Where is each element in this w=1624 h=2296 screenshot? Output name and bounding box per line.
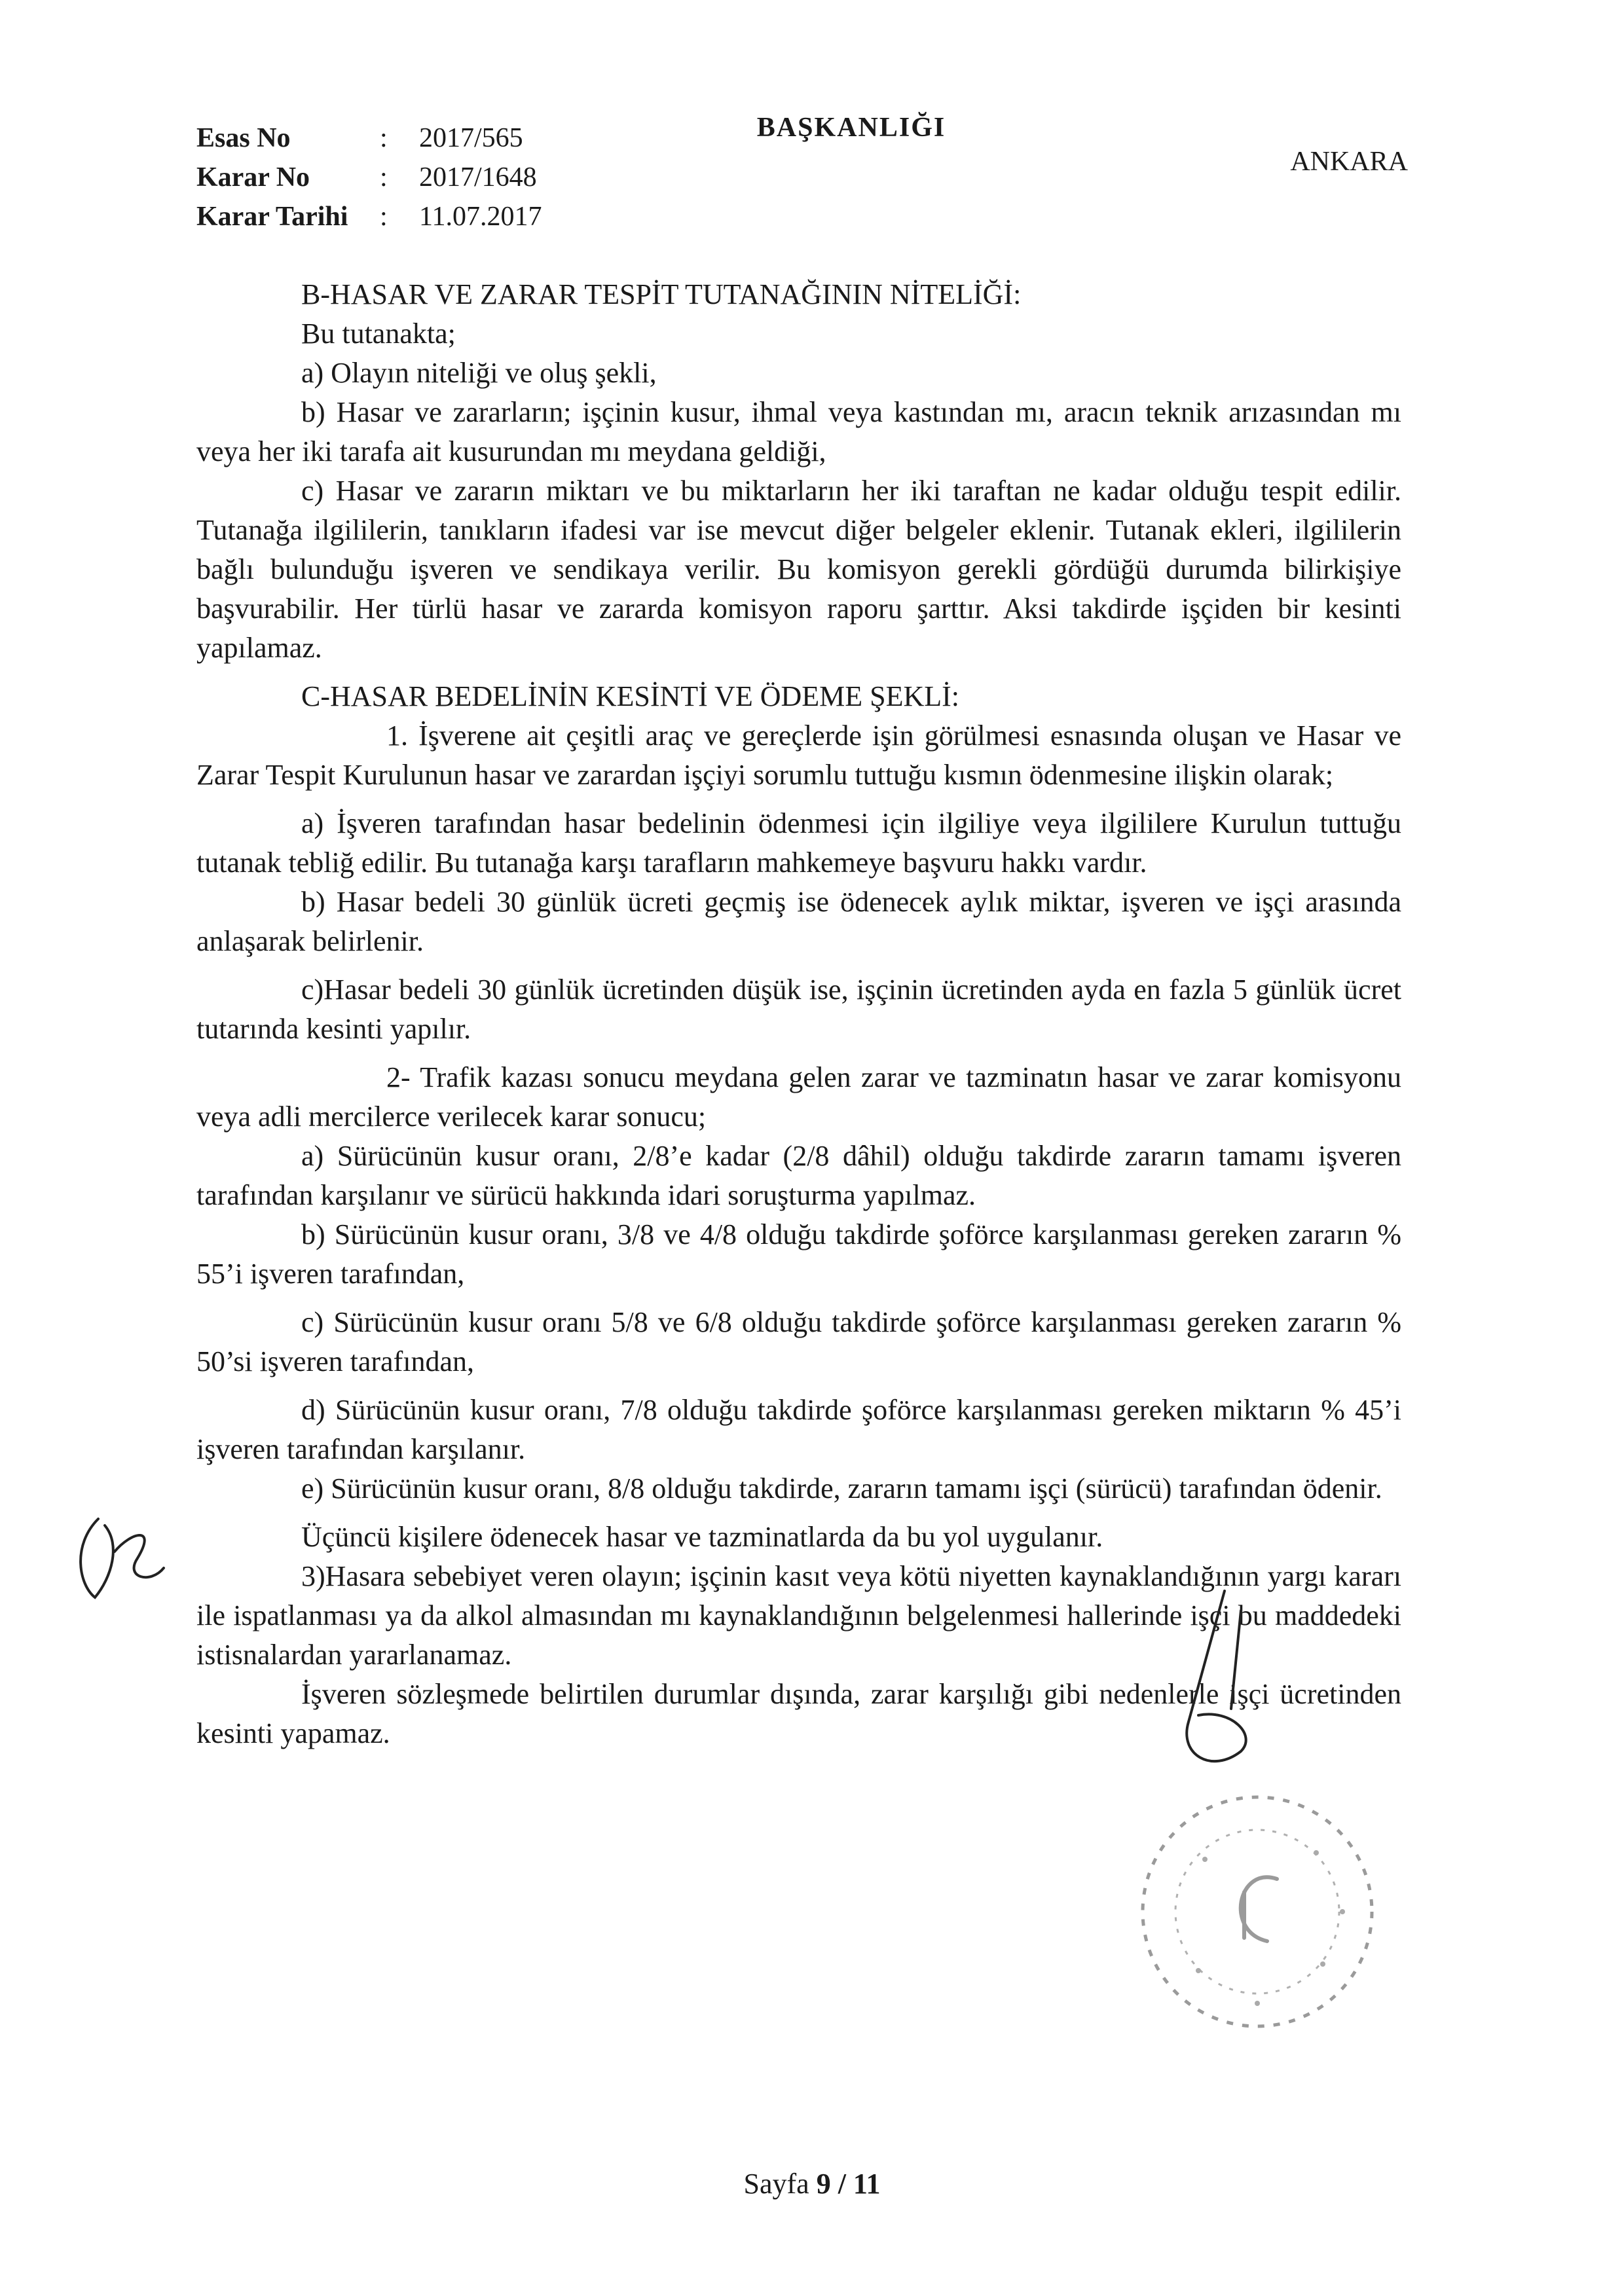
- handwritten-initial-mark: [59, 1506, 170, 1611]
- section-c-paragraph-1-c: c)Hasar bedeli 30 günlük ücretinden düşük ise, işçinin ücretinden ayda en fazla 5 günlük ücret tutarında kesinti yapılır.: [196, 974, 1401, 1045]
- section-c-paragraph-1-a: a) İşveren tarafından hasar bedelinin ödenmesi için ilgiliye veya ilgililere Kurulun tuttuğu tutanak tebliğ edilir. Bu tutanağa karşı tarafların mahkemeye başvuru hakkı vardır.: [196, 807, 1401, 879]
- case-info-colon: :: [380, 202, 388, 232]
- section-c-paragraph-1-b: b) Hasar bedeli 30 günlük ücreti geçmiş ise ödenecek aylık miktar, işveren ve işçi arasında anlaşarak belirlenir.: [196, 886, 1401, 957]
- section-c-paragraph-2-c: c) Sürücünün kusur oranı 5/8 ve 6/8 olduğu takdirde şoförce karşılanması gereken zararın % 50’si işveren tarafından,: [196, 1306, 1401, 1377]
- case-info-row: [196, 161, 655, 200]
- page-label: Sayfa: [743, 2168, 809, 2200]
- city-label: ANKARA: [1290, 147, 1408, 177]
- section-c-third-parties: Üçüncü kişilere ödenecek hasar ve tazminatlarda da bu yol uygulanır.: [301, 1521, 1103, 1553]
- section-c-paragraph-4: İşveren sözleşmede belirtilen durumlar dışında, zarar karşılığı gibi nedenlerle işçi ücretinden kesinti yapamaz.: [196, 1678, 1401, 1749]
- section-c-paragraph-2-b: b) Sürücünün kusur oranı, 3/8 ve 4/8 olduğu takdirde şoförce karşılanması gereken zararın % 55’i işveren tarafından,: [196, 1218, 1401, 1290]
- section-c-paragraph-2-a: a) Sürücünün kusur oranı, 2/8’e kadar (2/8 dâhil) olduğu takdirde zararın tamamı işveren tarafından karşılanır ve sürücü hakkında idari soruşturma yapılmaz.: [196, 1140, 1401, 1211]
- section-b-item-c: c) Hasar ve zararın miktarı ve bu miktarların her iki taraftan ne kadar olduğu tespit edilir. Tutanağa ilgililerin, tanıkların ifadesi var ise mevcut diğer belgeler eklenir. Tutanak ekleri, ilgililerin bağlı bulunduğu işveren ve sendikaya verilir. Bu komisyon gerekli gördüğü durumda bilirkişiye başvurabilir. Her türlü hasar ve zararda komisyon raporu şarttır. Aksi takdirde işçiden bir kesinti yapılamaz.: [196, 475, 1401, 664]
- section-b-heading: B-HASAR VE ZARAR TESPİT TUTANAĞININ NİTELİĞİ:: [301, 278, 1022, 310]
- institution-title: BAŞKANLIĞI: [756, 113, 946, 143]
- case-info-value: 11.07.2017: [419, 202, 542, 232]
- case-info-colon: :: [380, 123, 388, 153]
- section-b-intro: Bu tutanakta;: [301, 318, 456, 350]
- section-c-paragraph-2-d: d) Sürücünün kusur oranı, 7/8 olduğu takdirde şoförce karşılanması gereken miktarın % 45’i işveren tarafından karşılanır.: [196, 1394, 1401, 1465]
- case-info-row: [196, 122, 655, 161]
- case-info-value: 2017/1648: [419, 162, 537, 192]
- case-info-label: Karar No: [196, 162, 310, 192]
- page-total: 11: [853, 2168, 881, 2200]
- case-info: [196, 122, 655, 240]
- case-info-row: [196, 200, 655, 240]
- section-b-item-a: a) Olayın niteliği ve oluş şekli,: [301, 357, 657, 389]
- section-c-paragraph-2-e: e) Sürücünün kusur oranı, 8/8 olduğu takdirde, zararın tamamı işçi (sürücü) tarafından ödenir.: [301, 1472, 1382, 1504]
- section-c-heading: C-HASAR BEDELİNİN KESİNTİ VE ÖDEME ŞEKLİ:: [301, 680, 959, 712]
- document-body: [196, 275, 1401, 1753]
- case-info-label: Esas No: [196, 123, 291, 153]
- section-b-item-b: b) Hasar ve zararların; işçinin kusur, ihmal veya kastından mı, aracın teknik arızasından mı veya her iki tarafa ait kusurundan mı meydana geldiği,: [196, 396, 1401, 467]
- page-separator: /: [838, 2168, 846, 2200]
- section-c-paragraph-1: 1. İşverene ait çeşitli araç ve gereçlerde işin görülmesi esnasında oluşan ve Hasar ve Zarar Tespit Kurulunun hasar ve zarardan işçiyi sorumlu tuttuğu kısmın ödenmesine ilişkin olarak;: [196, 720, 1401, 791]
- case-info-value: 2017/565: [419, 123, 523, 153]
- official-seal-stamp: [1126, 1781, 1388, 2043]
- section-c-paragraph-2: 2- Trafik kazası sonucu meydana gelen zarar ve tazminatın hasar ve zarar komisyonu veya adli mercilerce verilecek karar sonucu;: [196, 1061, 1401, 1133]
- page-footer: [0, 2167, 1624, 2200]
- section-c-paragraph-3: 3)Hasara sebebiyet veren olayın; işçinin kasıt veya kötü niyetten kaynaklandığının yargı kararı ile ispatlanması ya da alkol almasından mı kaynaklandığının belgelenmesi hallerinde işçi bu maddedeki istisnalardan yararlanamaz.: [196, 1560, 1401, 1671]
- page-current: 9: [816, 2168, 831, 2200]
- case-info-label: Karar Tarihi: [196, 202, 348, 232]
- case-info-colon: :: [380, 162, 388, 192]
